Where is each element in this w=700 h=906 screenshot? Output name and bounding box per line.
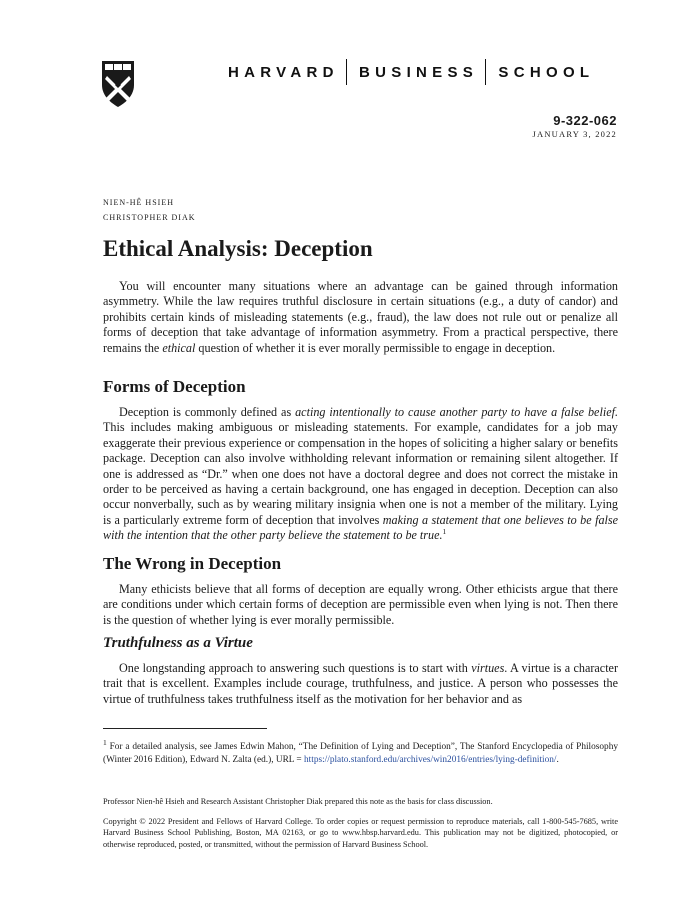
virtue-paragraph: One longstanding approach to answering such questions is to start with virtues. A virtue is a character trait that is excellent. Examples include courage, truthfulness, and justice. A person who possesses the virtue of truthfulness takes truthfulness itself as the motivation for her behavior and as <box>103 661 618 706</box>
forms-paragraph: Deception is commonly defined as acting intentionally to cause another party to have a false belief. This includes making ambiguous or misleading statements. For example, candidates for a job may exaggerate their previous experience or compensation in the hopes of soliciting a higher salary or benefits package. Deception can also involve withholding relevant information or remaining silent altogether. If one is addressed as “Dr.” when one does not have a doctoral degree and does not correct the mistake in order to be perceived as having a certain background, one has engaged in deception. Deception can also occur nonverbally, such as by wearing military insignia when one is not a member of the military. Lying is a particularly extreme form of deception that involves making a statement that one believes to be false with the intention that the other party believe the statement to be true.$^1$ <box>103 405 619 543</box>
footnote-divider <box>103 728 267 729</box>
footnote-marker: 1 <box>442 527 447 537</box>
masthead-divider <box>346 59 347 85</box>
masthead-school: SCHOOL <box>498 63 595 81</box>
intro-paragraph: You will encounter many situations where an advantage can be gained through information asymmetry. While the law requires truthful disclosure in certain situations (e.g., a duty of candor) and prohibits certain kinds of misleading statements (e.g., fraud), the law does not rule out or penalize all forms of deception that take advantage of information asymmetry. From a practical perspective, there remains the ethical question of whether it is ever morally permissible to engage in deception. <box>103 279 618 355</box>
masthead-business: BUSINESS <box>359 63 479 81</box>
copyright-notice: Copyright © 2022 President and Fellows of Harvard College. To order copies or request permission to reproduce materials, call 1-800-545-7685, write Harvard Business School Publishing, Boston, MA 02163, or go to www.hbsp.harvard.edu. This publication may not be digitized, photocopied, or otherwise reproduced, posted, or transmitted, without the permission of Harvard Business School. <box>103 817 618 849</box>
footnote: $^1$ For a detailed analysis, see James Edwin Mahon, “The Definition of Lying and Deception”, The Stanford Encyclopedia of Philosophy (Winter 2016 Edition), Edward N. Zalta (ed.), URL = https://plato.stanford.edu/archives/win2016/entries/lying-definition/. <box>103 737 618 765</box>
author-name: CHRISTOPHER DIAK <box>103 213 196 222</box>
document-date: JANUARY 3, 2022 <box>532 129 617 139</box>
footnote-link[interactable]: https://plato.stanford.edu/archives/win2016/entries/lying-definition/ <box>304 754 557 765</box>
preparation-note: Professor Nien-hê Hsieh and Research Assistant Christopher Diak prepared this note as the basis for class discussion. <box>103 797 493 806</box>
masthead-wordmark <box>228 60 594 84</box>
masthead-harvard: HARVARD <box>228 63 339 81</box>
subsection-heading-virtue: Truthfulness as a Virtue <box>103 635 253 651</box>
harvard-shield-logo <box>101 60 135 108</box>
author-name: NIEN-HÊ HSIEH <box>103 198 174 207</box>
wrong-paragraph: Many ethicists believe that all forms of deception are equally wrong. Other ethicists argue that there are conditions under which certain forms of deception are permissible even when lying is not. Then there is the question of whether lying is ever morally permissible. <box>103 582 618 627</box>
section-heading-wrong: The Wrong in Deception <box>103 554 282 573</box>
page-title: Ethical Analysis: Deception <box>103 236 373 261</box>
masthead-divider <box>485 59 486 85</box>
document-number: 9-322-062 <box>553 113 617 128</box>
section-heading-forms: Forms of Deception <box>103 377 246 396</box>
